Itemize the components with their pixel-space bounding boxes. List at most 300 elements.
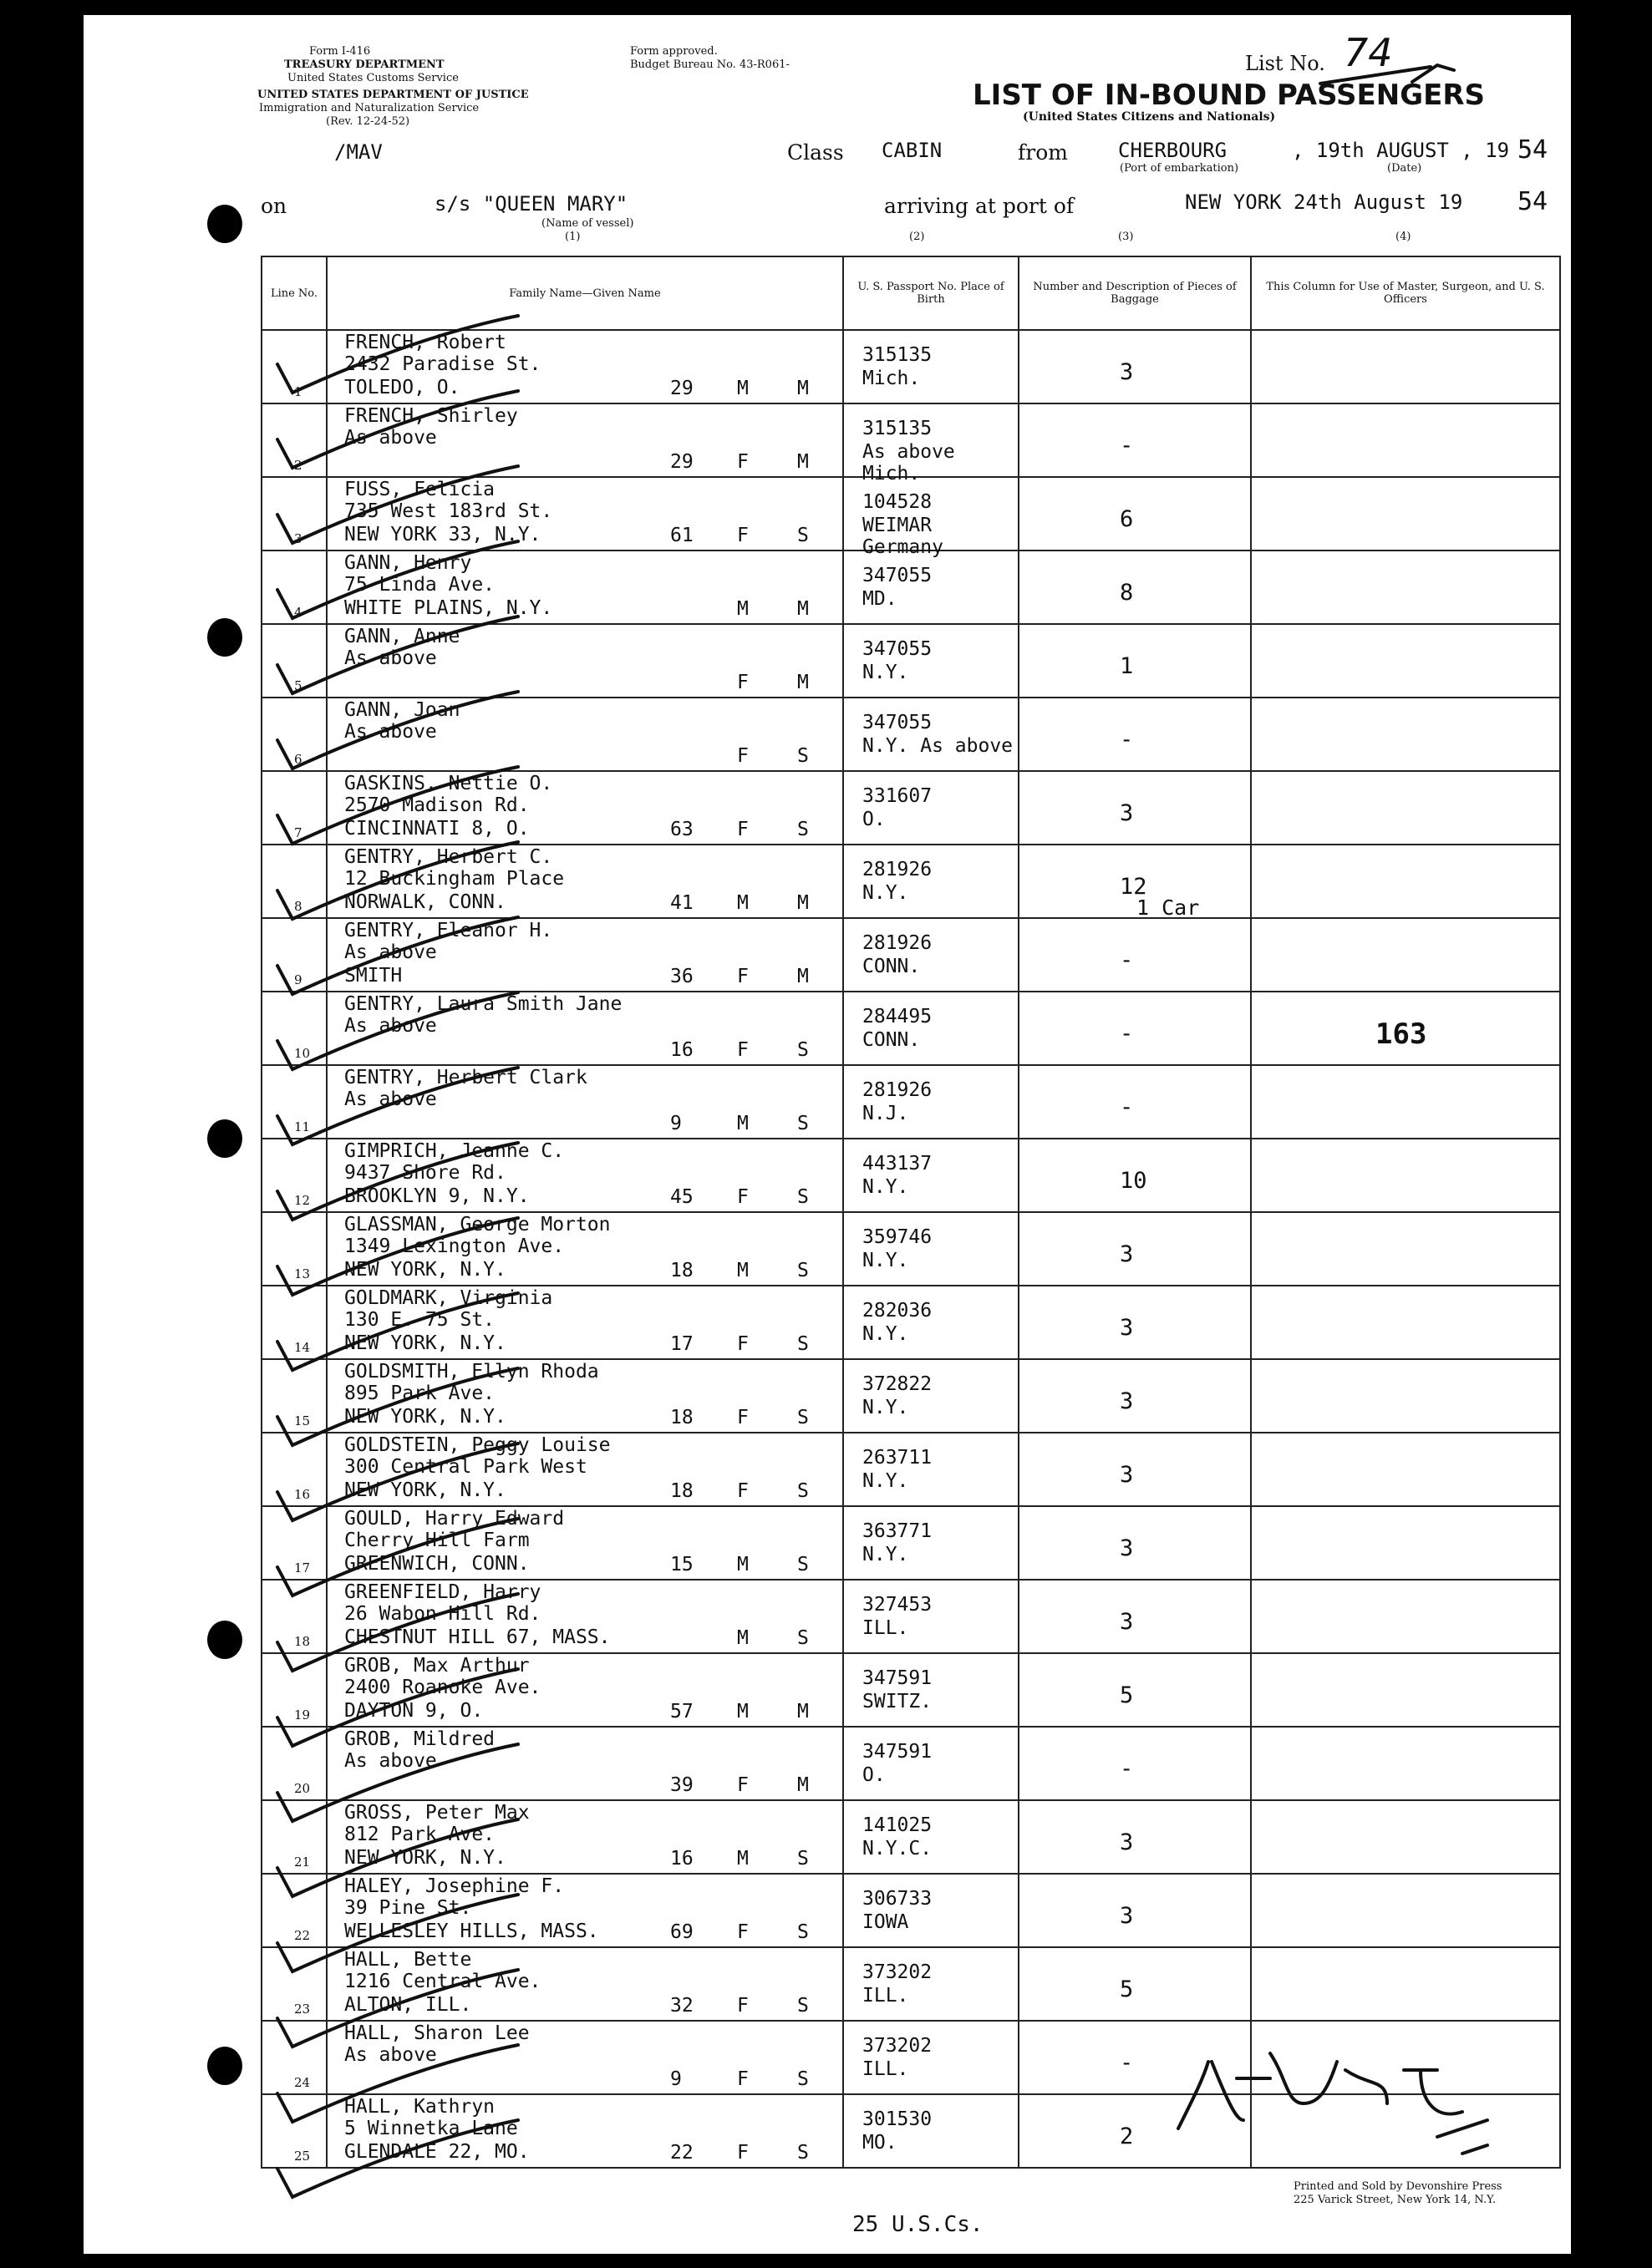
address-line: 300 Central Park West: [344, 1456, 587, 1478]
address-line: 2570 Madison Rd.: [344, 794, 530, 816]
marital-status: S: [797, 1039, 809, 1061]
marital-status: M: [797, 1701, 809, 1723]
check-mark: [277, 842, 518, 919]
marital-status: S: [797, 1921, 809, 1943]
age: 16: [670, 1848, 694, 1870]
city-line: ALTON, ILL.: [344, 1994, 472, 2016]
check-mark: [277, 1293, 518, 1370]
address-line: As above: [344, 647, 437, 669]
baggage-count: -: [1120, 1756, 1134, 1782]
check-mark: [277, 1444, 518, 1520]
marital-status: S: [797, 819, 809, 840]
place-of-birth: N.Y.: [862, 1397, 909, 1418]
sex: F: [737, 966, 749, 987]
sex: F: [737, 1186, 749, 1208]
check-mark: [277, 316, 518, 393]
col-baggage: Number and Description of Pieces of Baggage: [1019, 256, 1251, 330]
departure-date: , 19th AUGUST , 19: [1292, 139, 1510, 162]
sex: F: [737, 1774, 749, 1796]
city-line: NEW YORK, N.Y.: [344, 1259, 506, 1281]
passenger-name: GENTRY, Laura Smith Jane: [344, 993, 623, 1015]
class-value: CABIN: [882, 139, 943, 162]
list-no-value: 74: [1344, 30, 1393, 75]
baggage-extra: 1 Car: [1136, 896, 1200, 920]
check-mark: [277, 992, 518, 1069]
city-line: WHITE PLAINS, N.Y.: [344, 597, 553, 619]
check-mark: [277, 1594, 518, 1671]
line-number: 13: [294, 1266, 311, 1281]
manifest-sheet: [84, 15, 1571, 2254]
city-line: CHESTNUT HILL 67, MASS.: [344, 1626, 611, 1648]
check-mark: [277, 541, 518, 618]
line-number: 19: [294, 1707, 311, 1723]
line-number: 8: [294, 899, 302, 914]
line-number: 14: [294, 1340, 311, 1355]
sex: F: [737, 1995, 749, 2017]
sex: M: [737, 378, 749, 399]
city-line: GLENDALE 22, MO.: [344, 2141, 530, 2163]
place-of-birth: N.J.: [862, 1103, 909, 1124]
punch-hole: [207, 618, 242, 657]
baggage-count: 12: [1120, 874, 1147, 900]
col-name: Family Name—Given Name: [327, 256, 843, 330]
check-mark: [277, 1669, 518, 1746]
customs-label: United States Customs Service: [287, 72, 459, 84]
passenger-name: HALL, Bette: [344, 1949, 472, 1971]
passport-number: 373202: [862, 1961, 933, 1983]
baggage-count: 3: [1120, 1535, 1134, 1561]
from-label: from: [1018, 140, 1068, 165]
line-number: 20: [294, 1781, 311, 1796]
place-of-birth: N.Y.: [862, 1250, 909, 1271]
check-mark: [277, 917, 518, 994]
passenger-name: GOULD, Harry Edward: [344, 1508, 565, 1530]
address-line: Cherry Hill Farm: [344, 1530, 530, 1551]
marital-status: S: [797, 1407, 809, 1428]
marital-status: S: [797, 1848, 809, 1870]
sex: F: [737, 1039, 749, 1061]
baggage-count: -: [1120, 433, 1134, 459]
budget-bureau: Budget Bureau No. 43-R061-: [630, 58, 790, 71]
place-of-birth: N.Y.: [862, 1176, 909, 1198]
sex: M: [737, 1554, 749, 1575]
marital-status: M: [797, 598, 809, 620]
age: 69: [670, 1921, 694, 1943]
sex: F: [737, 2068, 749, 2090]
place-of-birth: ILL.: [862, 1985, 909, 2007]
city-line: SMITH: [344, 965, 403, 987]
marital-status: S: [797, 1260, 809, 1281]
line-number: 9: [294, 972, 302, 987]
check-mark: [277, 1819, 518, 1896]
baggage-count: -: [1120, 727, 1134, 753]
city-line: GREENWICH, CONN.: [344, 1553, 530, 1575]
handwritten-marks: [84, 15, 1571, 2254]
age: 18: [670, 1480, 694, 1502]
check-mark: [277, 616, 518, 693]
check-mark: [277, 2120, 518, 2197]
marital-status: S: [797, 525, 809, 546]
place-of-birth: ILL.: [862, 1617, 909, 1639]
passport-number: 282036: [862, 1300, 933, 1322]
marital-status: S: [797, 1554, 809, 1575]
check-mark: [277, 1218, 518, 1295]
line-number: 18: [294, 1634, 311, 1649]
address-line: 12 Buckingham Place: [344, 868, 565, 890]
line-number: 7: [294, 825, 302, 840]
place-of-birth: SWITZ.: [862, 1691, 933, 1712]
marital-status: M: [797, 672, 809, 693]
marital-status: S: [797, 1627, 809, 1649]
city-line: NEW YORK 33, N.Y.: [344, 524, 541, 545]
marital-status: M: [797, 451, 809, 473]
passenger-name: HALEY, Josephine F.: [344, 1875, 565, 1897]
place-of-birth: N.Y.: [862, 882, 909, 904]
city-line: NEW YORK, N.Y.: [344, 1847, 506, 1869]
marital-status: S: [797, 1480, 809, 1502]
passenger-name: GANN, Joan: [344, 699, 460, 721]
place-of-birth: As above Mich.: [862, 441, 955, 485]
baggage-count: 3: [1120, 1315, 1134, 1341]
address-line: 39 Pine St.: [344, 1897, 472, 1919]
passenger-name: GROB, Mildred: [344, 1728, 496, 1750]
age: 29: [670, 451, 694, 473]
place-of-birth: ILL.: [862, 2058, 909, 2080]
col3-note: (3): [1118, 231, 1134, 243]
passport-number: 347055: [862, 638, 933, 660]
passport-number: 443137: [862, 1153, 933, 1175]
check-mark: [277, 1970, 518, 2047]
city-line: WELLESLEY HILLS, MASS.: [344, 1920, 599, 1942]
col-line-no: Line No.: [262, 256, 327, 330]
form-approved: Form approved.: [630, 45, 718, 58]
passport-number: 315135: [862, 418, 933, 439]
age: 39: [670, 1774, 694, 1796]
baggage-count: 3: [1120, 1609, 1134, 1635]
passenger-name: FUSS, Felicia: [344, 479, 496, 500]
line-number: 23: [294, 2002, 311, 2017]
check-mark: [277, 466, 518, 543]
passport-number: 331607: [862, 785, 933, 807]
vessel-note: (Name of vessel): [541, 217, 634, 230]
sex: M: [737, 1701, 749, 1723]
class-label: Class: [787, 140, 844, 165]
passport-number: 347591: [862, 1667, 933, 1689]
age: 36: [670, 966, 694, 987]
passenger-name: FRENCH, Robert: [344, 332, 506, 353]
marital-status: S: [797, 1333, 809, 1355]
baggage-count: -: [1120, 947, 1134, 973]
city-line: NEW YORK, N.Y.: [344, 1332, 506, 1354]
age: 29: [670, 378, 694, 399]
col4-note: (4): [1395, 231, 1411, 243]
address-line: As above: [344, 721, 437, 743]
city-line: NEW YORK, N.Y.: [344, 1406, 506, 1428]
age: 32: [670, 1995, 694, 2017]
sex: F: [737, 1921, 749, 1943]
passenger-name: GLASSMAN, George Morton: [344, 1214, 611, 1235]
baggage-count: -: [1120, 1094, 1134, 1120]
line-number: 1: [294, 384, 302, 399]
line-number: 15: [294, 1413, 311, 1428]
place-of-birth: CONN.: [862, 956, 921, 977]
place-of-birth: WEIMAR Germany: [862, 515, 943, 558]
address-line: 735 West 183rd St.: [344, 500, 553, 522]
check-mark: [277, 1068, 518, 1144]
doj-label: UNITED STATES DEPARTMENT OF JUSTICE: [257, 89, 529, 101]
place-of-birth: CONN.: [862, 1029, 921, 1051]
place-of-birth: O.: [862, 809, 886, 830]
place-of-birth: MD.: [862, 588, 897, 610]
passport-number: 281926: [862, 859, 933, 880]
address-line: 2432 Paradise St.: [344, 353, 541, 375]
passport-number: 281926: [862, 1079, 933, 1101]
age: 41: [670, 892, 694, 914]
line-number: 21: [294, 1854, 311, 1870]
address-line: As above: [344, 1750, 437, 1772]
place-of-birth: N.Y. As above: [862, 735, 1014, 757]
age: 22: [670, 2142, 694, 2164]
city-line: DAYTON 9, O.: [344, 1700, 484, 1722]
baggage-count: -: [1120, 2050, 1134, 2076]
sex: F: [737, 2142, 749, 2164]
baggage-count: 10: [1120, 1168, 1147, 1194]
baggage-count: 5: [1120, 1682, 1134, 1708]
printer-line-1: Printed and Sold by Devonshire Press: [1294, 2180, 1502, 2193]
place-of-birth: Mich.: [862, 368, 921, 389]
sex: F: [737, 525, 749, 546]
line-number: 4: [294, 605, 302, 620]
form-number: Form I-416: [309, 45, 371, 58]
passenger-name: HALL, Sharon Lee: [344, 2022, 530, 2044]
city-line: NEW YORK, N.Y.: [344, 1479, 506, 1501]
arrival-port-date: NEW YORK 24th August 19: [1185, 190, 1463, 214]
baggage-count: -: [1120, 1021, 1134, 1047]
passport-number: 104528: [862, 491, 933, 513]
passenger-name: GENTRY, Herbert C.: [344, 846, 553, 868]
line-number: 16: [294, 1487, 311, 1502]
check-mark: [277, 1519, 518, 1596]
address-line: 1349 Lexington Ave.: [344, 1235, 565, 1257]
passport-number: 306733: [862, 1888, 933, 1910]
baggage-count: 3: [1120, 1903, 1134, 1929]
passport-number: 284495: [862, 1006, 933, 1027]
age: 17: [670, 1333, 694, 1355]
sex: M: [737, 1113, 749, 1134]
sex: F: [737, 1480, 749, 1502]
passport-number: 263711: [862, 1447, 933, 1469]
line-number: 24: [294, 2075, 311, 2090]
passenger-name: GOLDSMITH, Ellyn Rhoda: [344, 1361, 599, 1383]
line-number: 17: [294, 1560, 311, 1575]
address-line: As above: [344, 427, 437, 449]
baggage-count: 3: [1120, 1388, 1134, 1414]
marital-status: S: [797, 745, 809, 767]
line-number: 25: [294, 2149, 311, 2164]
baggage-count: 6: [1120, 506, 1134, 532]
baggage-count: 3: [1120, 359, 1134, 385]
sex: M: [737, 1260, 749, 1281]
baggage-count: 2: [1120, 2123, 1134, 2149]
marital-status: M: [797, 378, 809, 399]
baggage-count: 1: [1120, 653, 1134, 679]
passenger-name: GANN, Anne: [344, 626, 460, 647]
marital-status: S: [797, 1113, 809, 1134]
address-line: 9437 Shore Rd.: [344, 1162, 506, 1184]
city-line: BROOKLYN 9, N.Y.: [344, 1185, 530, 1207]
list-no-label: List No.: [1245, 52, 1325, 75]
address-line: 130 E. 75 St.: [344, 1309, 496, 1331]
sex: F: [737, 1333, 749, 1355]
passenger-name: GENTRY, Eleanor H.: [344, 920, 553, 941]
passport-number: 301530: [862, 2108, 933, 2130]
arrival-year: 54: [1517, 187, 1548, 216]
check-mark: [277, 767, 518, 844]
passport-number: 372822: [862, 1373, 933, 1395]
embark-note: (Port of embarkation): [1120, 162, 1239, 175]
mav-mark: /MAV: [334, 140, 383, 164]
line-number: 12: [294, 1193, 311, 1208]
baggage-count: 3: [1120, 800, 1134, 826]
address-line: 2400 Roanoke Ave.: [344, 1677, 541, 1698]
age: 45: [670, 1186, 694, 1208]
address-line: As above: [344, 1015, 437, 1037]
address-line: 5 Winnetka Lane: [344, 2118, 518, 2139]
age: 16: [670, 1039, 694, 1061]
baggage-count: 8: [1120, 580, 1134, 606]
on-label: on: [261, 194, 287, 218]
ins-label: Immigration and Naturalization Service: [259, 102, 480, 114]
punch-hole: [207, 205, 242, 243]
address-line: As above: [344, 1088, 437, 1110]
passenger-name: HALL, Kathryn: [344, 2096, 496, 2118]
passport-number: 347055: [862, 565, 933, 586]
check-mark: [277, 2045, 518, 2122]
passenger-name: GANN, Henry: [344, 552, 472, 574]
passenger-name: GOLDSTEIN, Peggy Louise: [344, 1434, 611, 1456]
city-line: TOLEDO, O.: [344, 377, 460, 398]
marital-status: S: [797, 1186, 809, 1208]
check-mark: [277, 1895, 518, 1971]
age: 61: [670, 525, 694, 546]
page-title: LIST OF IN-BOUND PASSENGERS: [973, 79, 1485, 112]
baggage-count: 3: [1120, 1241, 1134, 1267]
line-number: 10: [294, 1046, 311, 1061]
total-count: 25 U.S.Cs.: [852, 2212, 984, 2237]
sex: F: [737, 819, 749, 840]
passenger-name: GREENFIELD, Harry: [344, 1581, 541, 1603]
baggage-count: 3: [1120, 1462, 1134, 1488]
page-subtitle: (United States Citizens and Nationals): [1023, 110, 1276, 124]
printer-line-2: 225 Varick Street, New York 14, N.Y.: [1294, 2194, 1497, 2206]
passenger-name: GROB, Max Arthur: [344, 1655, 530, 1677]
passport-number: 141025: [862, 1814, 933, 1836]
passenger-name: FRENCH, Shirley: [344, 405, 518, 427]
age: 18: [670, 1260, 694, 1281]
city-line: CINCINNATI 8, O.: [344, 818, 530, 840]
arriving-label: arriving at port of: [884, 194, 1075, 218]
check-mark: [277, 391, 518, 468]
check-mark: [277, 1744, 518, 1821]
col-officers: This Column for Use of Master, Surgeon, and U. S. Officers: [1251, 256, 1560, 330]
line-number: 2: [294, 458, 302, 473]
marital-status: M: [797, 892, 809, 914]
passport-number: 327453: [862, 1594, 933, 1616]
line-number: 3: [294, 531, 302, 546]
departure-year: 54: [1517, 135, 1548, 165]
age: 63: [670, 819, 694, 840]
passenger-name: GASKINS, Nettie O.: [344, 773, 553, 794]
sex: M: [737, 598, 749, 620]
marital-status: S: [797, 2068, 809, 2090]
passenger-name: GENTRY, Herbert Clark: [344, 1067, 587, 1088]
line-number: 11: [294, 1119, 311, 1134]
line-number: 22: [294, 1928, 311, 1943]
address-line: 26 Wabon Hill Rd.: [344, 1603, 541, 1625]
place-of-birth: N.Y.C.: [862, 1838, 933, 1860]
place-of-birth: MO.: [862, 2132, 897, 2154]
marital-status: S: [797, 1995, 809, 2017]
punch-hole: [207, 2047, 242, 2085]
revision-label: (Rev. 12-24-52): [326, 115, 410, 128]
line-number: 6: [294, 752, 302, 767]
place-of-birth: N.Y.: [862, 1470, 909, 1492]
sex: F: [737, 745, 749, 767]
passport-number: 281926: [862, 932, 933, 954]
passport-number: 359746: [862, 1226, 933, 1248]
marital-status: M: [797, 966, 809, 987]
place-of-birth: O.: [862, 1764, 886, 1786]
passenger-name: GROSS, Peter Max: [344, 1802, 530, 1824]
sex: M: [737, 1627, 749, 1649]
officer-note: 163: [1375, 1017, 1427, 1051]
age: 9: [670, 1113, 682, 1134]
sex: F: [737, 672, 749, 693]
place-of-birth: N.Y.: [862, 662, 909, 683]
passport-number: 315135: [862, 344, 933, 366]
address-line: 1216 Central Ave.: [344, 1971, 541, 1992]
col1-note: (1): [565, 231, 581, 243]
vessel-name: s/s "QUEEN MARY": [435, 192, 628, 216]
city-line: NORWALK, CONN.: [344, 891, 506, 913]
punch-hole: [207, 1621, 242, 1659]
treasury-label: TREASURY DEPARTMENT: [284, 58, 445, 71]
address-line: As above: [344, 941, 437, 963]
address-line: 75 Linda Ave.: [344, 574, 496, 596]
sex: M: [737, 1848, 749, 1870]
check-mark: [277, 1143, 518, 1220]
marital-status: S: [797, 2142, 809, 2164]
passport-number: 363771: [862, 1520, 933, 1542]
passenger-name: GOLDMARK, Virginia: [344, 1287, 553, 1309]
check-mark: [277, 692, 518, 769]
baggage-count: 5: [1120, 1976, 1134, 2002]
punch-hole: [207, 1119, 242, 1158]
age: 57: [670, 1701, 694, 1723]
passport-number: 347055: [862, 712, 933, 733]
place-of-birth: IOWA: [862, 1911, 909, 1933]
date-note: (Date): [1387, 162, 1422, 175]
age: 15: [670, 1554, 694, 1575]
embark-port: CHERBOURG: [1118, 139, 1228, 162]
place-of-birth: N.Y.: [862, 1544, 909, 1565]
address-line: As above: [344, 2044, 437, 2066]
address-line: 895 Park Ave.: [344, 1383, 496, 1404]
baggage-count: 3: [1120, 1829, 1134, 1855]
sex: M: [737, 892, 749, 914]
passenger-name: GIMPRICH, Jeanne C.: [344, 1140, 565, 1162]
passport-number: 347591: [862, 1741, 933, 1763]
